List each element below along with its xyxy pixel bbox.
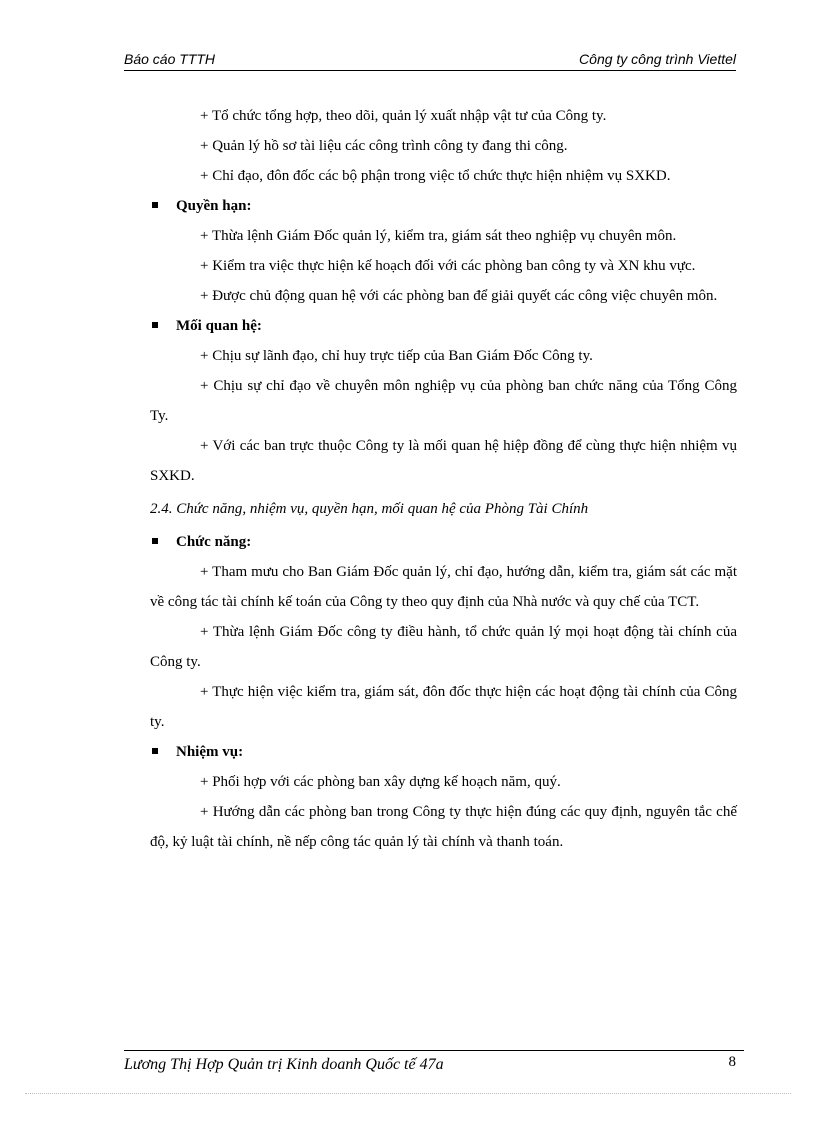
bullet-heading-chuc-nang: [150, 527, 737, 557]
paragraph: + Quản lý hồ sơ tài liệu các công trình công ty đang thi công.: [200, 138, 568, 154]
bullet-heading-text: Chức năng:: [176, 534, 252, 550]
bullet-heading-quyen-han: [150, 191, 737, 221]
bullet-heading-text: Nhiệm vụ:: [176, 744, 244, 760]
square-bullet-icon: [152, 322, 158, 328]
square-bullet-icon: [152, 748, 158, 754]
page-number: 8: [728, 1054, 736, 1070]
header-report-title: Báo cáo TTTH: [124, 51, 216, 67]
document-body: [150, 101, 737, 857]
footer-author: Lương Thị Hợp Quản trị Kinh doanh Quốc tế 47a: [124, 1056, 444, 1073]
paragraph: + Được chủ động quan hệ với các phòng ban để giải quyết các công việc chuyên môn.: [200, 288, 718, 304]
bullet-heading-text: Mối quan hệ:: [176, 318, 262, 334]
page-boundary-divider: [25, 1093, 791, 1094]
bullet-heading-text: Quyền hạn:: [176, 198, 252, 214]
bullet-heading-nhiem-vu: [150, 737, 737, 767]
bullet-heading-moi-quan-he: [150, 311, 737, 341]
paragraph: + Tổ chức tổng hợp, theo dõi, quản lý xuất nhập vật tư của Công ty.: [200, 108, 607, 124]
paragraph: + Kiểm tra việc thực hiện kế hoạch đối với các phòng ban công ty và XN khu vực.: [200, 258, 696, 274]
paragraph: + Với các ban trực thuộc Công ty là mối quan hệ hiệp đồng để cùng thực hiện nhiệm vụ SXKD.: [150, 438, 737, 484]
paragraph: + Thừa lệnh Giám Đốc quản lý, kiểm tra, giám sát theo nghiệp vụ chuyên môn.: [200, 228, 677, 244]
paragraph: + Phối hợp với các phòng ban xây dựng kế hoạch năm, quý.: [200, 774, 561, 790]
paragraph: + Chịu sự lãnh đạo, chỉ huy trực tiếp của Ban Giám Đốc Công ty.: [200, 348, 593, 364]
paragraph: + Thực hiện việc kiểm tra, giám sát, đôn đốc thực hiện các hoạt động tài chính của Công ty.: [150, 684, 737, 730]
square-bullet-icon: [152, 538, 158, 544]
section-heading: 2.4. Chức năng, nhiệm vụ, quyền hạn, mối quan hệ của Phòng Tài Chính: [150, 501, 589, 517]
paragraph: + Chỉ đạo, đôn đốc các bộ phận trong việc tổ chức thực hiện nhiệm vụ SXKD.: [200, 168, 671, 184]
page-header: [124, 50, 736, 71]
square-bullet-icon: [152, 202, 158, 208]
paragraph: + Hướng dẫn các phòng ban trong Công ty thực hiện đúng các quy định, nguyên tắc chế độ, kỷ luật tài chính, nề nếp công tác quản lý tài chính và thanh toán.: [150, 804, 737, 850]
header-company-name: Công ty công trình Viettel: [579, 51, 736, 67]
page-footer: [124, 1050, 744, 1073]
paragraph: + Thừa lệnh Giám Đốc công ty điều hành, tổ chức quản lý mọi hoạt động tài chính của Công ty.: [150, 624, 737, 670]
paragraph: + Chịu sự chỉ đạo về chuyên môn nghiệp vụ của phòng ban chức năng của Tổng Công Ty.: [150, 378, 737, 424]
paragraph: + Tham mưu cho Ban Giám Đốc quản lý, chỉ đạo, hướng dẫn, kiểm tra, giám sát các mặt về công tác tài chính kế toán của Công ty theo quy định của Nhà nước và quy chế của TCT.: [150, 564, 737, 610]
